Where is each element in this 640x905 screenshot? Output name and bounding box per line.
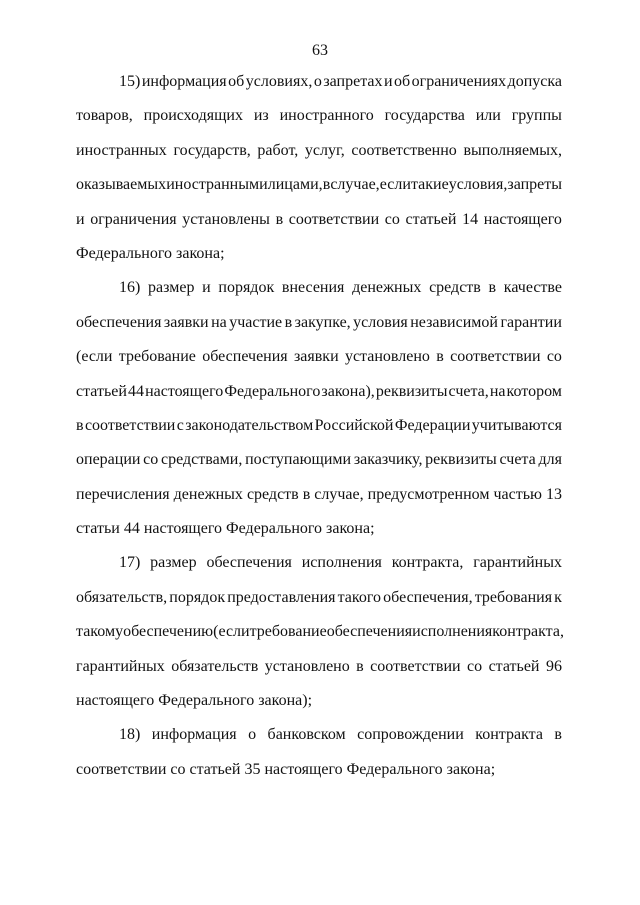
word: размер <box>148 279 195 297</box>
word: в <box>436 348 444 366</box>
word: об <box>228 73 245 90</box>
word: 16) <box>119 279 141 297</box>
word: обязательств, <box>76 588 168 606</box>
word: 96 <box>545 657 562 675</box>
paragraph-item-18 <box>76 726 562 795</box>
paragraph-item-17 <box>76 554 562 726</box>
word: счета, <box>448 382 489 400</box>
word: товаров, <box>76 107 133 125</box>
word: происходящих <box>143 107 243 125</box>
word: в <box>488 279 497 297</box>
word: услуг, <box>304 141 345 159</box>
word: (если <box>213 623 250 641</box>
word: настоящего <box>145 382 224 400</box>
word: Федерального <box>224 382 321 400</box>
word: 13 <box>545 485 562 503</box>
word: настоящего <box>483 210 562 228</box>
word: средств <box>246 485 299 503</box>
word: исполнения <box>301 554 382 572</box>
word: соответствии <box>370 657 461 675</box>
text-line: Федерального закона; <box>76 244 225 262</box>
word: такому <box>76 623 124 641</box>
word: об <box>394 73 411 90</box>
word: гарантийных <box>473 554 562 572</box>
text-line <box>76 726 562 760</box>
word: о <box>313 73 322 90</box>
word: с <box>176 416 184 434</box>
paragraph-item-16 <box>76 279 562 554</box>
word: закупке, <box>294 313 351 331</box>
word: лицами, <box>267 176 323 194</box>
word: ограничения <box>90 210 177 228</box>
word: в <box>302 485 311 503</box>
word: участие <box>229 313 283 331</box>
word: оказываемых <box>76 176 167 194</box>
word: операции <box>76 451 141 469</box>
text-line: статьи 44 настоящего Федерального закона; <box>76 520 375 538</box>
word: размер <box>150 554 197 572</box>
word: порядок <box>169 588 226 606</box>
word: в <box>554 726 562 744</box>
text-line <box>76 314 562 348</box>
text-line <box>76 73 562 107</box>
word: средств <box>429 279 481 297</box>
text-line <box>76 451 562 485</box>
word: сопровождении <box>357 726 464 744</box>
word: такие <box>410 176 449 194</box>
word: о <box>248 726 257 744</box>
word: условия, <box>448 176 508 194</box>
word: условиях, <box>245 73 313 90</box>
word: обязательств <box>171 657 259 675</box>
word: условия <box>353 313 408 331</box>
text-line <box>76 589 562 623</box>
text-line <box>76 486 562 520</box>
text-line: соответствии со статьей 35 настоящего Федерального закона; <box>76 760 496 778</box>
word: котором <box>506 382 562 400</box>
word: поступающими <box>245 451 352 469</box>
word: контракта <box>475 726 543 744</box>
word: обеспечения <box>326 623 413 641</box>
word: обеспечения <box>206 554 292 572</box>
word: обеспечения <box>202 348 288 366</box>
word: информация <box>141 73 227 90</box>
word: 17) <box>119 554 141 572</box>
word: допуска <box>507 73 562 90</box>
word: соответствии <box>84 416 176 434</box>
word: 18) <box>119 726 141 744</box>
word: денежных <box>173 485 243 503</box>
word: реквизиты <box>375 382 448 400</box>
word: качестве <box>503 279 562 297</box>
word: предусмотренном <box>367 485 490 503</box>
word: информация <box>151 726 237 744</box>
word: со <box>467 657 483 675</box>
word: 44 <box>128 382 144 400</box>
text-line <box>76 211 562 245</box>
word: гарантии <box>500 313 562 331</box>
word: такого <box>337 588 382 606</box>
word: закона), <box>321 382 375 400</box>
word: в <box>76 416 84 434</box>
word: обеспечения, <box>383 588 473 606</box>
text-line <box>76 348 562 382</box>
text-line <box>76 107 562 141</box>
word: иностранных <box>76 141 167 159</box>
word: 15) <box>119 73 141 90</box>
text-line <box>76 279 562 313</box>
word: установлено <box>264 657 350 675</box>
word: на <box>489 382 506 400</box>
word: случае, <box>330 176 380 194</box>
word: счета <box>499 451 536 469</box>
word: в <box>356 657 364 675</box>
text-line <box>76 623 562 657</box>
word: контракта, <box>391 554 464 572</box>
word: Российской <box>314 416 394 434</box>
word: ограничениях <box>411 73 507 90</box>
word: установлено <box>344 348 430 366</box>
word: (если <box>76 348 113 366</box>
word: и <box>202 279 211 297</box>
word: 14 <box>462 210 479 228</box>
word: со <box>143 451 159 469</box>
word: независимой <box>410 313 498 331</box>
word: из <box>253 107 269 125</box>
page-number: 63 <box>312 42 328 59</box>
word: на <box>211 313 227 331</box>
word: со <box>384 210 400 228</box>
word: денежных <box>352 279 422 297</box>
word: соответственно <box>351 141 457 159</box>
word: иностранного <box>279 107 374 125</box>
text-line <box>76 554 562 588</box>
word: в <box>322 176 331 194</box>
word: гарантийных <box>76 657 165 675</box>
word: со <box>546 348 562 366</box>
text-line <box>76 658 562 692</box>
word: требование <box>249 623 327 641</box>
word: предоставления <box>227 588 336 606</box>
text-line <box>76 176 562 210</box>
word: для <box>538 451 562 469</box>
word: статьей <box>488 657 540 675</box>
word: порядок <box>218 279 275 297</box>
word: статьей <box>76 382 127 400</box>
word: заявки <box>163 313 209 331</box>
word: частью <box>493 485 542 503</box>
word: заказчику, <box>353 451 423 469</box>
word: статьей <box>405 210 457 228</box>
word: средствами, <box>161 451 243 469</box>
word: и <box>76 210 85 228</box>
word: если <box>379 176 411 194</box>
word: запреты <box>507 176 562 194</box>
word: к <box>554 588 562 606</box>
word: установлены <box>182 210 270 228</box>
word: и <box>383 73 393 90</box>
word: или <box>475 107 501 125</box>
word: контракта, <box>492 623 564 641</box>
word: в <box>275 210 284 228</box>
word: требование <box>118 348 196 366</box>
word: работ, <box>257 141 299 159</box>
text-line <box>76 142 562 176</box>
word: банковском <box>267 726 346 744</box>
word: исполнения <box>412 623 493 641</box>
word: государств, <box>173 141 251 159</box>
text-line <box>76 383 562 417</box>
word: внесения <box>281 279 345 297</box>
word: выполняемых, <box>463 141 562 159</box>
text-line: настоящего Федерального закона); <box>76 692 313 710</box>
word: требования <box>474 588 553 606</box>
word: соответствии <box>450 348 541 366</box>
word: заявки <box>293 348 339 366</box>
word: обеспечения <box>76 313 162 331</box>
document-body <box>76 73 562 795</box>
word: учитываются <box>471 416 562 434</box>
word: соответствии <box>288 210 380 228</box>
paragraph-item-15 <box>76 73 562 279</box>
word: обеспечению <box>123 623 214 641</box>
text-line <box>76 417 562 451</box>
word: иностранными <box>166 176 268 194</box>
word: реквизиты <box>425 451 497 469</box>
word: Федерации <box>394 416 471 434</box>
word: законодательством <box>185 416 314 434</box>
word: случае, <box>314 485 364 503</box>
word: запретах <box>323 73 383 90</box>
word: перечисления <box>76 485 170 503</box>
word: группы <box>511 107 562 125</box>
word: государства <box>384 107 465 125</box>
word: в <box>284 313 293 331</box>
